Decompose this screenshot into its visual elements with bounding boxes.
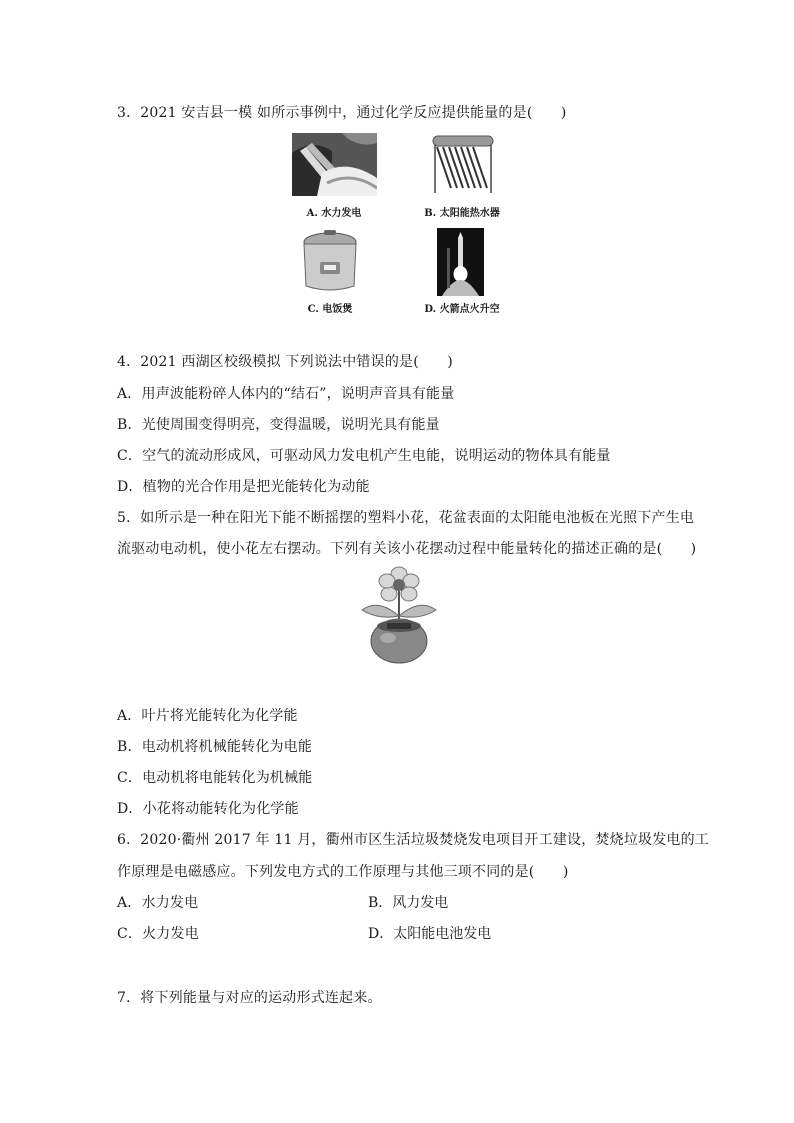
- q3-caption-c: C. 电饭煲: [307, 304, 353, 315]
- q4-option-b: B．光使周围变得明亮，变得温暖，说明光具有能量: [117, 417, 440, 433]
- rocket-launch-image: [437, 228, 484, 296]
- q3-caption-b: B. 太阳能热水器: [424, 208, 500, 219]
- q5-option-c: C．电动机将电能转化为机械能: [117, 770, 313, 786]
- q3-caption-d: D. 火箭点火升空: [424, 304, 500, 315]
- q3-stem: 3．2021 安吉县一模 如所示事例中，通过化学反应提供能量的是( ): [117, 105, 567, 121]
- q3-caption-a: A. 水力发电: [306, 208, 362, 219]
- q6-option-b: B．风力发电: [368, 895, 449, 911]
- q6-option-c: C．火力发电: [117, 926, 199, 942]
- q5-option-d: D．小花将动能转化为化学能: [117, 801, 299, 817]
- q6-stem-line1: 6．2020·衢州 2017 年 11 月，衢州市区生活垃圾焚烧发电项目开工建设，焚烧垃圾发电的工: [117, 832, 710, 848]
- rice-cooker-image: [298, 228, 362, 296]
- q5-stem-line2: 流驱动电动机，使小花左右摆动。下列有关该小花摆动过程中能量转化的描述正确的是( ): [117, 541, 697, 557]
- q6-option-d: D．太阳能电池发电: [368, 926, 492, 942]
- solar-water-heater-image: [425, 133, 497, 196]
- q6-option-a: A．水力发电: [117, 895, 199, 911]
- hydropower-image: [292, 133, 377, 196]
- q5-stem-line1: 5．如所示是一种在阳光下能不断摇摆的塑料小花，花盆表面的太阳能电池板在光照下产生电: [117, 510, 695, 526]
- q4-stem: 4．2021 西湖区校级模拟 下列说法中错误的是( ): [117, 354, 453, 370]
- q4-option-a: A．用声波能粉碎人体内的“结石”，说明声音具有能量: [117, 386, 455, 402]
- solar-flower-toy-image: [348, 566, 450, 666]
- q5-option-a: A．叶片将光能转化为化学能: [117, 708, 298, 724]
- q4-option-c: C．空气的流动形成风，可驱动风力发电机产生电能，说明运动的物体具有能量: [117, 448, 611, 464]
- q6-stem-line2: 作原理是电磁感应。下列发电方式的工作原理与其他三项不同的是( ): [117, 864, 569, 880]
- q5-option-b: B．电动机将机械能转化为电能: [117, 739, 313, 755]
- q4-option-d: D．植物的光合作用是把光能转化为动能: [117, 479, 370, 495]
- q7-stem: 7．将下列能量与对应的运动形式连起来。: [117, 990, 382, 1006]
